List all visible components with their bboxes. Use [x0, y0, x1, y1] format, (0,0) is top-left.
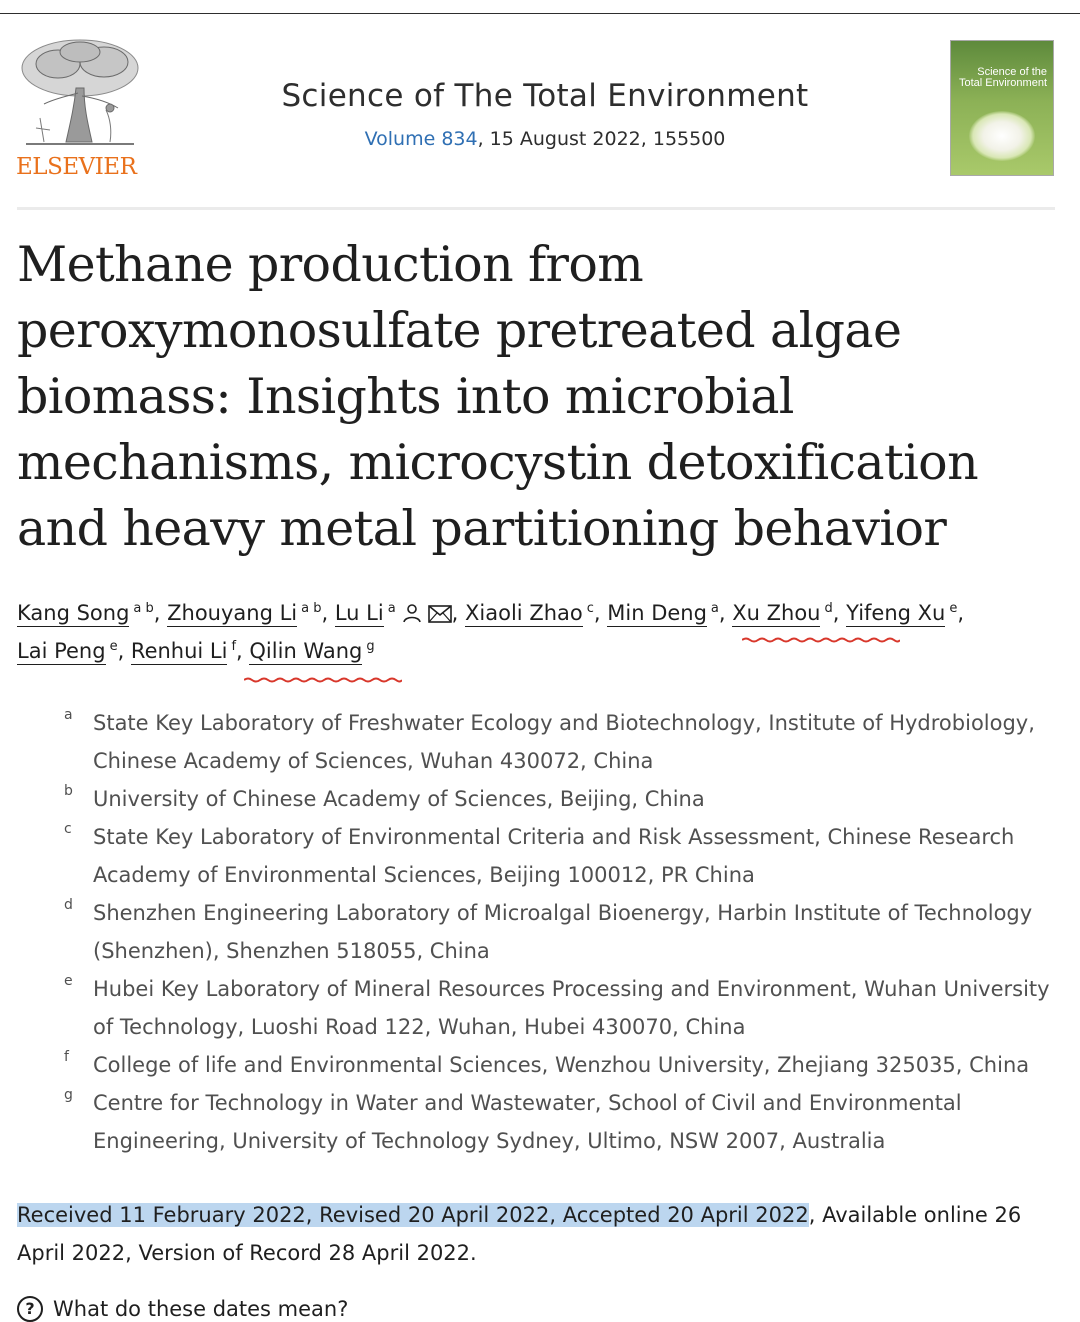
author-affiliation-sup: e	[949, 601, 958, 616]
highlighted-dates: Received 11 February 2022, Revised 20 April 2022, Accepted 20 April 2022	[17, 1203, 809, 1227]
author-name: Xiaoli Zhao	[465, 601, 583, 625]
author-link[interactable]	[335, 601, 452, 625]
journal-header	[200, 78, 890, 150]
affiliation-item	[62, 780, 1062, 818]
affiliation-item	[62, 894, 1062, 970]
affiliation-text: Hubei Key Laboratory of Mineral Resources Processing and Environment, Wuhan University of Technology, Luoshi Road 122, Wuhan, Hubei 430070, China	[93, 977, 1050, 1039]
author-name: Zhouyang Li	[167, 601, 298, 625]
affiliation-item	[62, 970, 1062, 1046]
author-name: Xu Zhou	[732, 601, 821, 625]
author-link[interactable]	[131, 639, 236, 663]
affiliation-label: d	[64, 897, 73, 913]
journal-meta	[200, 128, 890, 150]
author-affiliation-sup: g	[366, 639, 375, 654]
author-link[interactable]	[167, 601, 321, 625]
affiliation-label: b	[64, 783, 73, 799]
author-affiliation-sup: a	[387, 601, 396, 616]
article-history	[17, 1196, 1067, 1272]
author-affiliation-sup: a	[710, 601, 719, 616]
author-link[interactable]	[465, 601, 594, 625]
issue-info: , 15 August 2022, 155500	[477, 128, 726, 150]
elsevier-tree-icon	[18, 38, 142, 150]
affiliation-text: Centre for Technology in Water and Wastewater, School of Civil and Environmental Engineering, University of Technology Sydney, Ultimo, NSW 2007, Australia	[93, 1091, 962, 1153]
red-squiggle-annotation	[244, 677, 402, 683]
author-link[interactable]	[846, 601, 957, 625]
other-dates: , Available online 26 April 2022, Version of Record 28 April 2022.	[17, 1203, 1022, 1265]
affiliation-text: Shenzhen Engineering Laboratory of Microalgal Bioenergy, Harbin Institute of Technology (Shenzhen), Shenzhen 518055, China	[93, 901, 1033, 963]
author-affiliation-sup: a b	[301, 601, 322, 616]
affiliation-label: f	[64, 1049, 69, 1065]
volume-link[interactable]: Volume 834	[364, 128, 478, 150]
affiliation-item	[62, 818, 1062, 894]
affiliation-item	[62, 704, 1062, 780]
envelope-icon[interactable]	[428, 605, 452, 623]
author-name: Renhui Li	[130, 639, 228, 663]
author-name: Qilin Wang	[249, 639, 363, 663]
journal-title[interactable]: Science of The Total Environment	[281, 78, 809, 114]
affiliation-label: e	[64, 973, 73, 989]
author-affiliation-sup: d	[824, 601, 833, 616]
author-list: Kang Song $^{a b}$, Zhouyang Li $^{a b}$, Lu Li $^a$ , Xiaoli Zhao $^c$, Min Deng $^a$, Xu Zhou $^d$, Yifeng Xu $^e$, Lai Peng $^e$, Renhui Li $^f$, Qilin Wang $^g$	[17, 601, 965, 663]
top-rule	[0, 0, 1080, 14]
author-link[interactable]	[607, 601, 719, 625]
author-affiliation-sup: a b	[133, 601, 154, 616]
affiliation-text: State Key Laboratory of Environmental Criteria and Risk Assessment, Chinese Research Academy of Environmental Sciences, Beijing 100012, PR China	[93, 825, 1015, 887]
affiliation-item	[62, 1046, 1062, 1084]
author-affiliation-sup: e	[109, 639, 118, 654]
author-name: Kang Song	[17, 601, 130, 625]
elsevier-logo[interactable]	[16, 38, 144, 184]
journal-cover-thumbnail[interactable]	[950, 40, 1054, 176]
affiliation-text: College of life and Environmental Sciences, Wenzhou University, Zhejiang 325035, China	[93, 1053, 1030, 1077]
red-squiggle-annotation	[742, 637, 900, 643]
author-name: Yifeng Xu	[846, 601, 946, 625]
author-link[interactable]	[249, 639, 374, 663]
help-link-text: What do these dates mean?	[53, 1297, 349, 1321]
author-link[interactable]	[17, 639, 118, 663]
author-name: Lai Peng	[17, 639, 106, 663]
affiliation-label: a	[64, 707, 73, 723]
affiliation-text: State Key Laboratory of Freshwater Ecology and Biotechnology, Institute of Hydrobiology, Chinese Academy of Sciences, Wuhan 430072, China	[93, 711, 1035, 773]
author-affiliation-sup: f	[231, 639, 237, 654]
affiliation-list	[62, 704, 1062, 1160]
author-link[interactable]	[732, 601, 833, 625]
header-divider	[17, 207, 1055, 210]
dates-help-link[interactable]	[17, 1296, 348, 1322]
affiliation-text: University of Chinese Academy of Sciences, Beijing, China	[93, 787, 705, 811]
cover-art	[969, 111, 1035, 161]
person-icon	[402, 603, 422, 623]
author-affiliation-sup: c	[586, 601, 594, 616]
affiliation-label: c	[64, 821, 72, 837]
affiliation-item	[62, 1084, 1062, 1160]
question-circle-icon: ?	[17, 1296, 43, 1322]
affiliation-label: g	[64, 1087, 73, 1103]
author-link[interactable]	[17, 601, 154, 625]
author-name: Min Deng	[607, 601, 707, 625]
cover-title: Science of the Total Environment	[958, 66, 1047, 89]
author-name: Lu Li	[334, 601, 384, 625]
article-title: Methane production from peroxymonosulfate pretreated algae biomass: Insights into microbial mechanisms, microcystin detoxification and heavy metal partitioning behavior	[17, 236, 979, 557]
elsevier-wordmark: ELSEVIER	[16, 154, 137, 180]
